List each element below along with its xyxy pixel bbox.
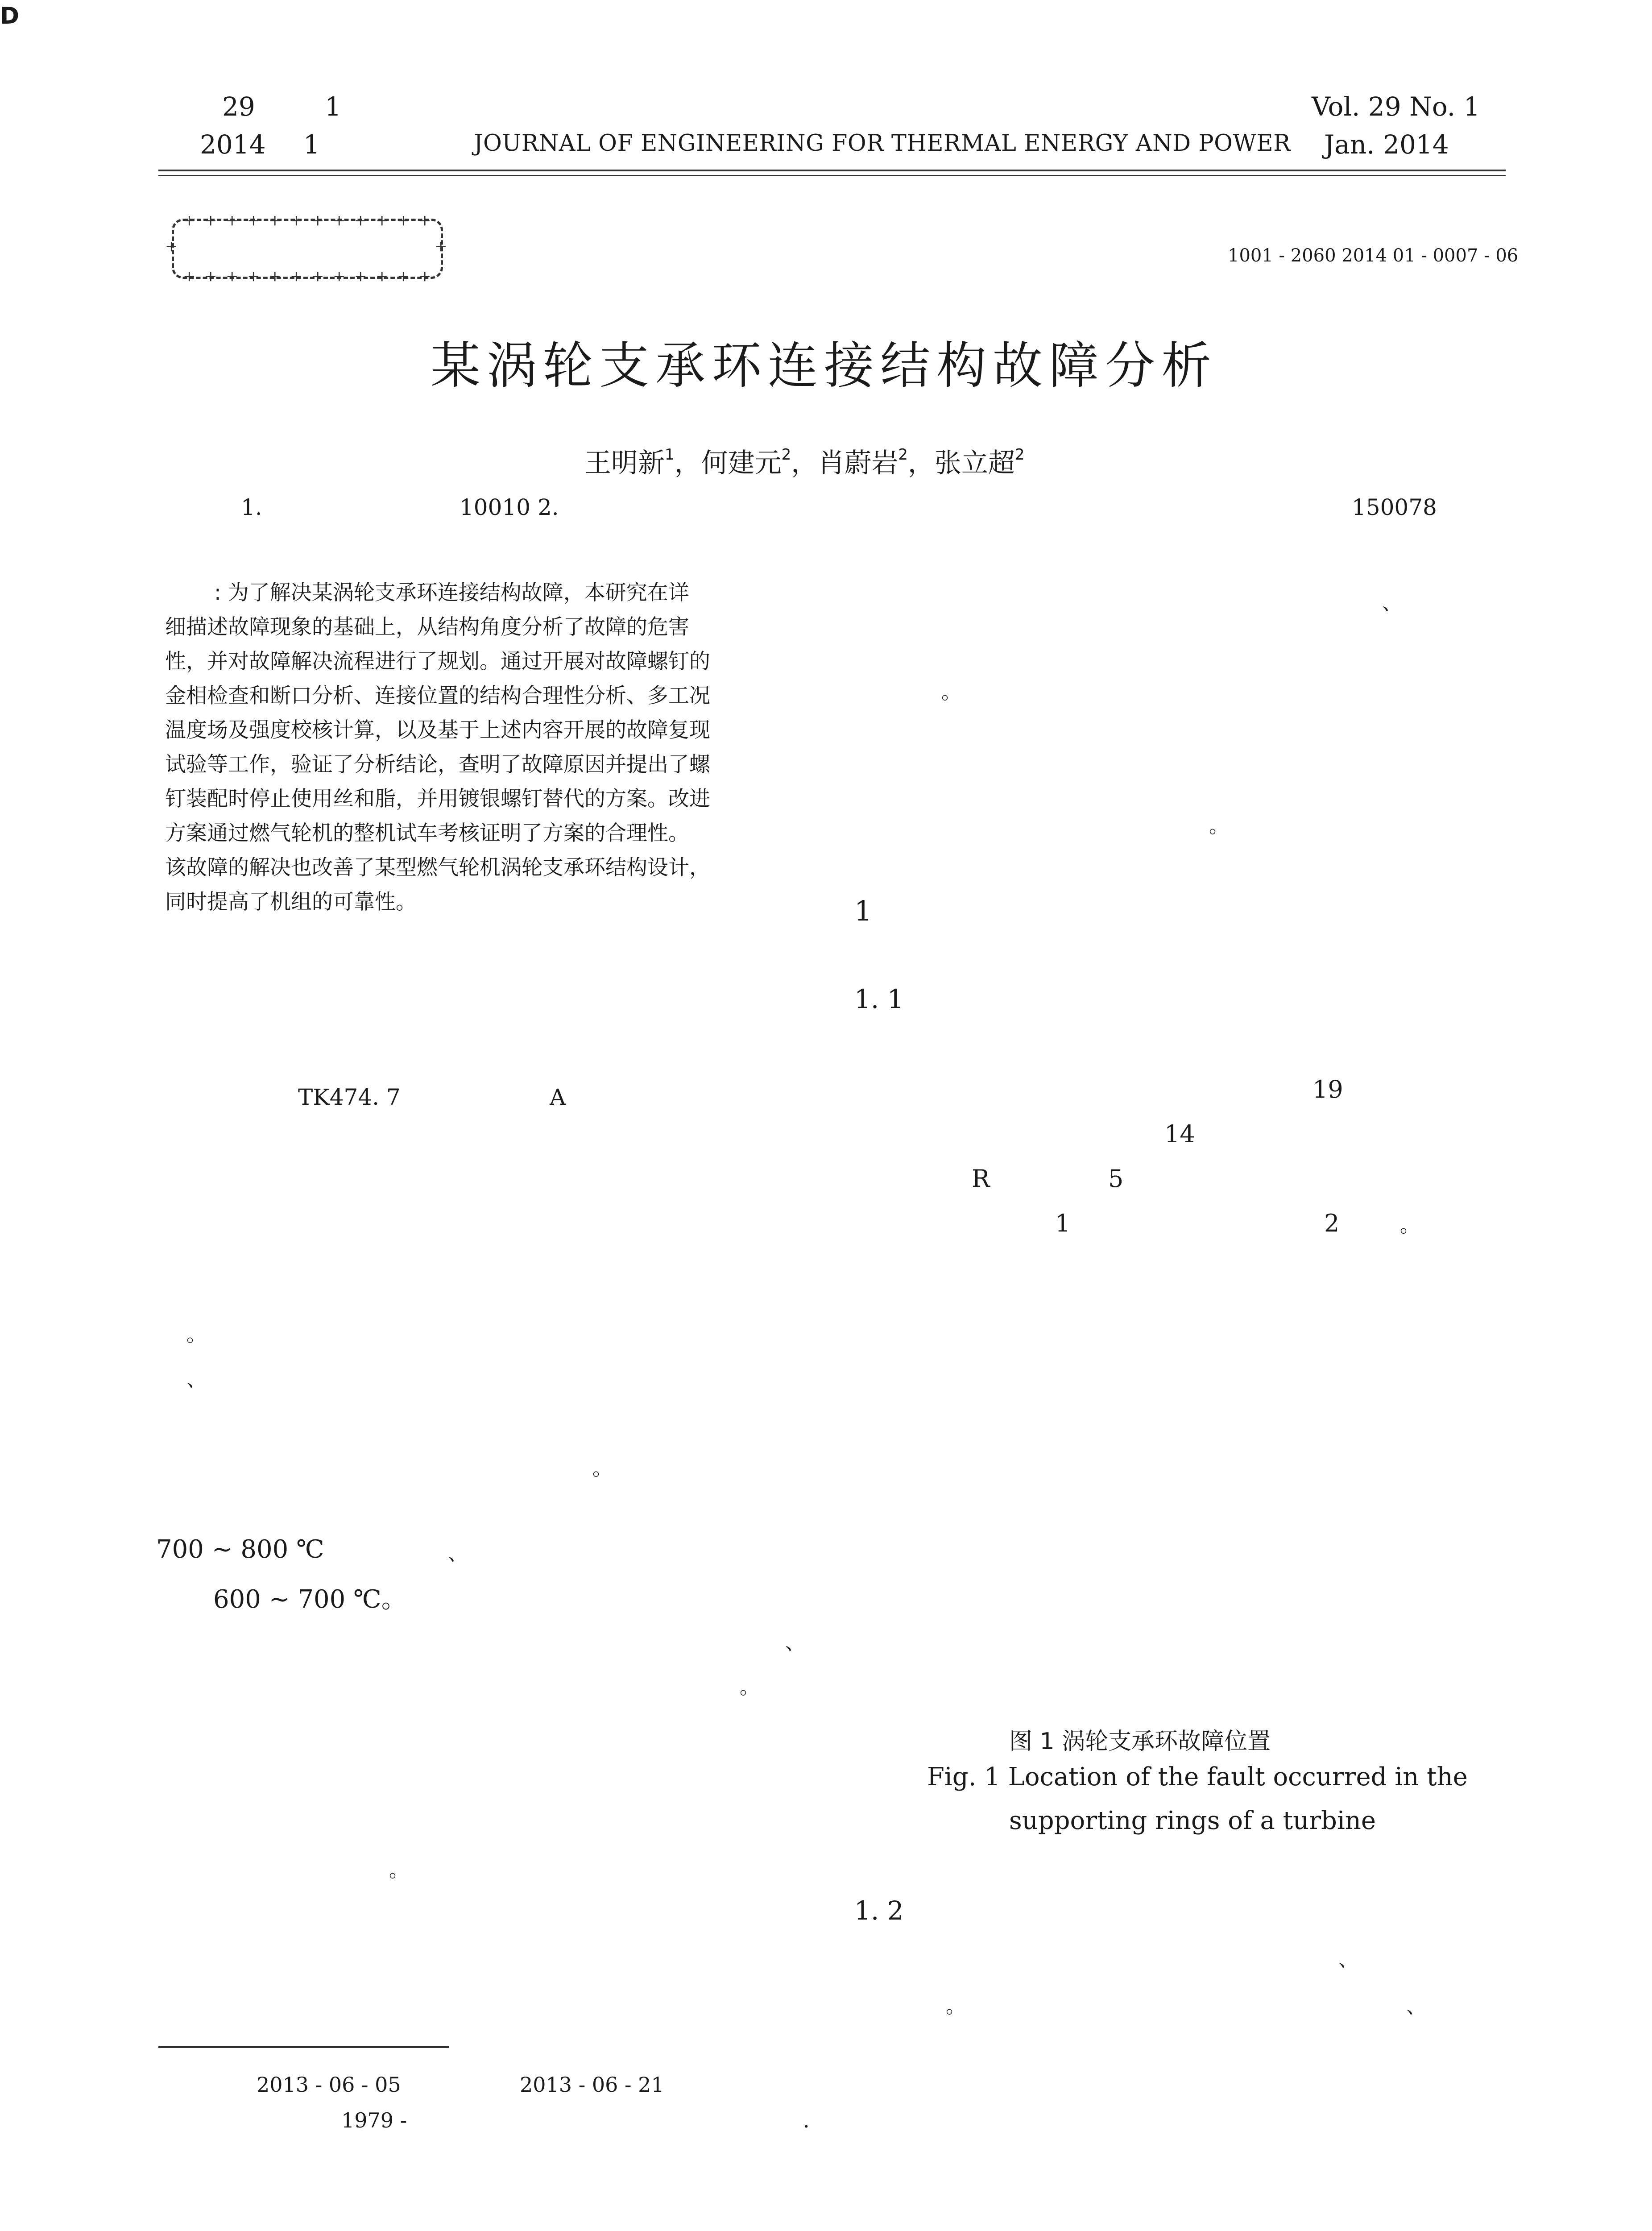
header-rule-bottom [158, 175, 1506, 176]
dash-tick: + [311, 267, 324, 285]
author-1: 王明新 [584, 448, 665, 479]
enum-comma: 、 [1382, 592, 1402, 614]
dash-tick: + [418, 267, 431, 285]
dash-tick: + [333, 267, 346, 285]
received-date: 2013 - 06 - 05 [257, 2073, 401, 2097]
dash-tick: + [333, 211, 346, 229]
abstract-line: : 为了解决某涡轮支承环连接结构故障，本研究在详 [214, 581, 689, 605]
full-stop: 。 [186, 1323, 206, 1346]
author-list [584, 442, 1025, 480]
full-stop: 。 [946, 1995, 965, 2018]
dash-tick: + [183, 211, 196, 229]
author-4-affil: 2 [1014, 446, 1025, 464]
dash-tick: + [183, 267, 196, 285]
dash-tick: + [354, 211, 367, 229]
abstract-line: 性，并对故障解决流程进行了规划。通过开展对故障螺钉的 [165, 649, 710, 674]
affiliation-zip-2: 150078 [1352, 494, 1437, 520]
article-type-box [165, 211, 447, 285]
dash-tick: + [397, 267, 410, 285]
enum-comma: 、 [186, 1368, 206, 1391]
abstract-line: 细描述故障现象的基础上，从结构角度分析了故障的危害 [165, 615, 689, 639]
figure-ref-2: 2 [1324, 1209, 1340, 1237]
header-date-en: Jan. 2014 [1324, 129, 1449, 160]
number-5: 5 [1108, 1165, 1124, 1193]
dash-tick: + [354, 267, 367, 285]
dash-tick: + [204, 211, 217, 229]
footnote-period: . [803, 2108, 810, 2132]
dash-tick: + [418, 211, 431, 229]
author-3-affil: 2 [898, 446, 908, 464]
author-2: ，何建元 [674, 448, 782, 479]
dash-tick: + [290, 211, 303, 229]
enum-comma: 、 [1338, 1948, 1358, 1971]
abstract-line: 同时提高了机组的可靠性。 [165, 890, 417, 914]
section-1-2-heading: 1. 2 [854, 1895, 904, 1926]
abstract-line: 方案通过燃气轮机的整机试车考核证明了方案的合理性。 [165, 821, 689, 846]
abstract-line: 该故障的解决也改善了某型燃气轮机涡轮支承环结构设计， [165, 855, 710, 880]
header-volume-en: Vol. 29 No. 1 [1312, 91, 1480, 122]
temperature-range-2: 600 ~ 700 ℃。 [213, 1585, 406, 1614]
author-birth-year: 1979 - [341, 2108, 407, 2132]
dash-tick: + [165, 237, 178, 255]
document-code: A [550, 1084, 566, 1110]
section-1-1-heading: 1. 1 [854, 984, 904, 1014]
header-year-cn: 2014 [200, 129, 266, 160]
dash-tick: + [311, 211, 324, 229]
dash-tick: + [204, 267, 217, 285]
temperature-range-1: 700 ~ 800 ℃ [156, 1535, 324, 1564]
abstract-line: 金相检查和断口分析、连接位置的结构合理性分析、多工况 [165, 684, 710, 708]
author-3: ，肖蔚岩 [791, 448, 898, 479]
author-4: ，张立超 [907, 448, 1015, 479]
full-stop: 。 [592, 1457, 612, 1480]
article-title: 某涡轮支承环连接结构故障分析 [431, 337, 1217, 395]
corner-mark: D [0, 3, 20, 29]
affiliation-zip-1: 10010 2. [460, 494, 559, 520]
affiliation-num-1: 1. [241, 494, 262, 520]
dash-tick: + [247, 211, 260, 229]
header-month-cn: 1 [303, 129, 320, 160]
number-14: 14 [1164, 1120, 1195, 1148]
figure-caption-en-1: Fig. 1 Location of the fault occurred in the [927, 1762, 1468, 1791]
full-stop: 。 [1400, 1214, 1420, 1237]
footnote-rule [158, 2046, 449, 2048]
section-1-heading: 1 [854, 895, 872, 927]
figure-caption-en-2: supporting rings of a turbine [1009, 1806, 1376, 1835]
abstract-line: 试验等工作，验证了分析结论，查明了故障原因并提出了螺 [165, 752, 710, 777]
full-stop: 。 [1209, 815, 1229, 838]
dash-tick: + [376, 267, 389, 285]
dash-tick: + [376, 211, 389, 229]
enum-comma: 、 [448, 1542, 468, 1565]
header-volume-cn: 29 [222, 91, 255, 122]
dash-tick: + [290, 267, 303, 285]
dash-tick: + [435, 237, 447, 255]
author-1-affil: 1 [665, 446, 675, 464]
article-id: 1001 - 2060 2014 01 - 0007 - 06 [1228, 245, 1519, 266]
number-19: 19 [1312, 1075, 1343, 1103]
clc-number: TK474. 7 [298, 1084, 401, 1110]
abstract-line: 钉装配时停止使用丝和脂，并用镀银螺钉替代的方案。改进 [165, 787, 710, 811]
abstract [165, 576, 710, 919]
enum-comma: 、 [1406, 1995, 1426, 2018]
full-stop: 。 [740, 1676, 759, 1699]
header-issue-cn: 1 [325, 91, 341, 122]
dash-tick: + [397, 211, 410, 229]
revised-date: 2013 - 06 - 21 [520, 2073, 664, 2097]
journal-title: JOURNAL OF ENGINEERING FOR THERMAL ENERGY AND POWER [474, 130, 1291, 157]
symbol-r: R [972, 1165, 990, 1193]
dash-tick: + [269, 211, 282, 229]
full-stop: 。 [389, 1859, 409, 1882]
figure-ref-1: 1 [1055, 1209, 1071, 1237]
full-stop: 。 [941, 681, 961, 704]
figure-caption-cn: 图 1 涡轮支承环故障位置 [1009, 1728, 1271, 1755]
dash-tick: + [226, 267, 239, 285]
author-2-affil: 2 [781, 446, 791, 464]
dash-tick: + [247, 267, 260, 285]
dash-tick: + [226, 211, 239, 229]
dash-tick: + [269, 267, 282, 285]
enum-comma: 、 [785, 1631, 805, 1654]
abstract-line: 温度场及强度校核计算，以及基于上述内容开展的故障复现 [165, 718, 710, 742]
header-rule-top [158, 170, 1506, 171]
